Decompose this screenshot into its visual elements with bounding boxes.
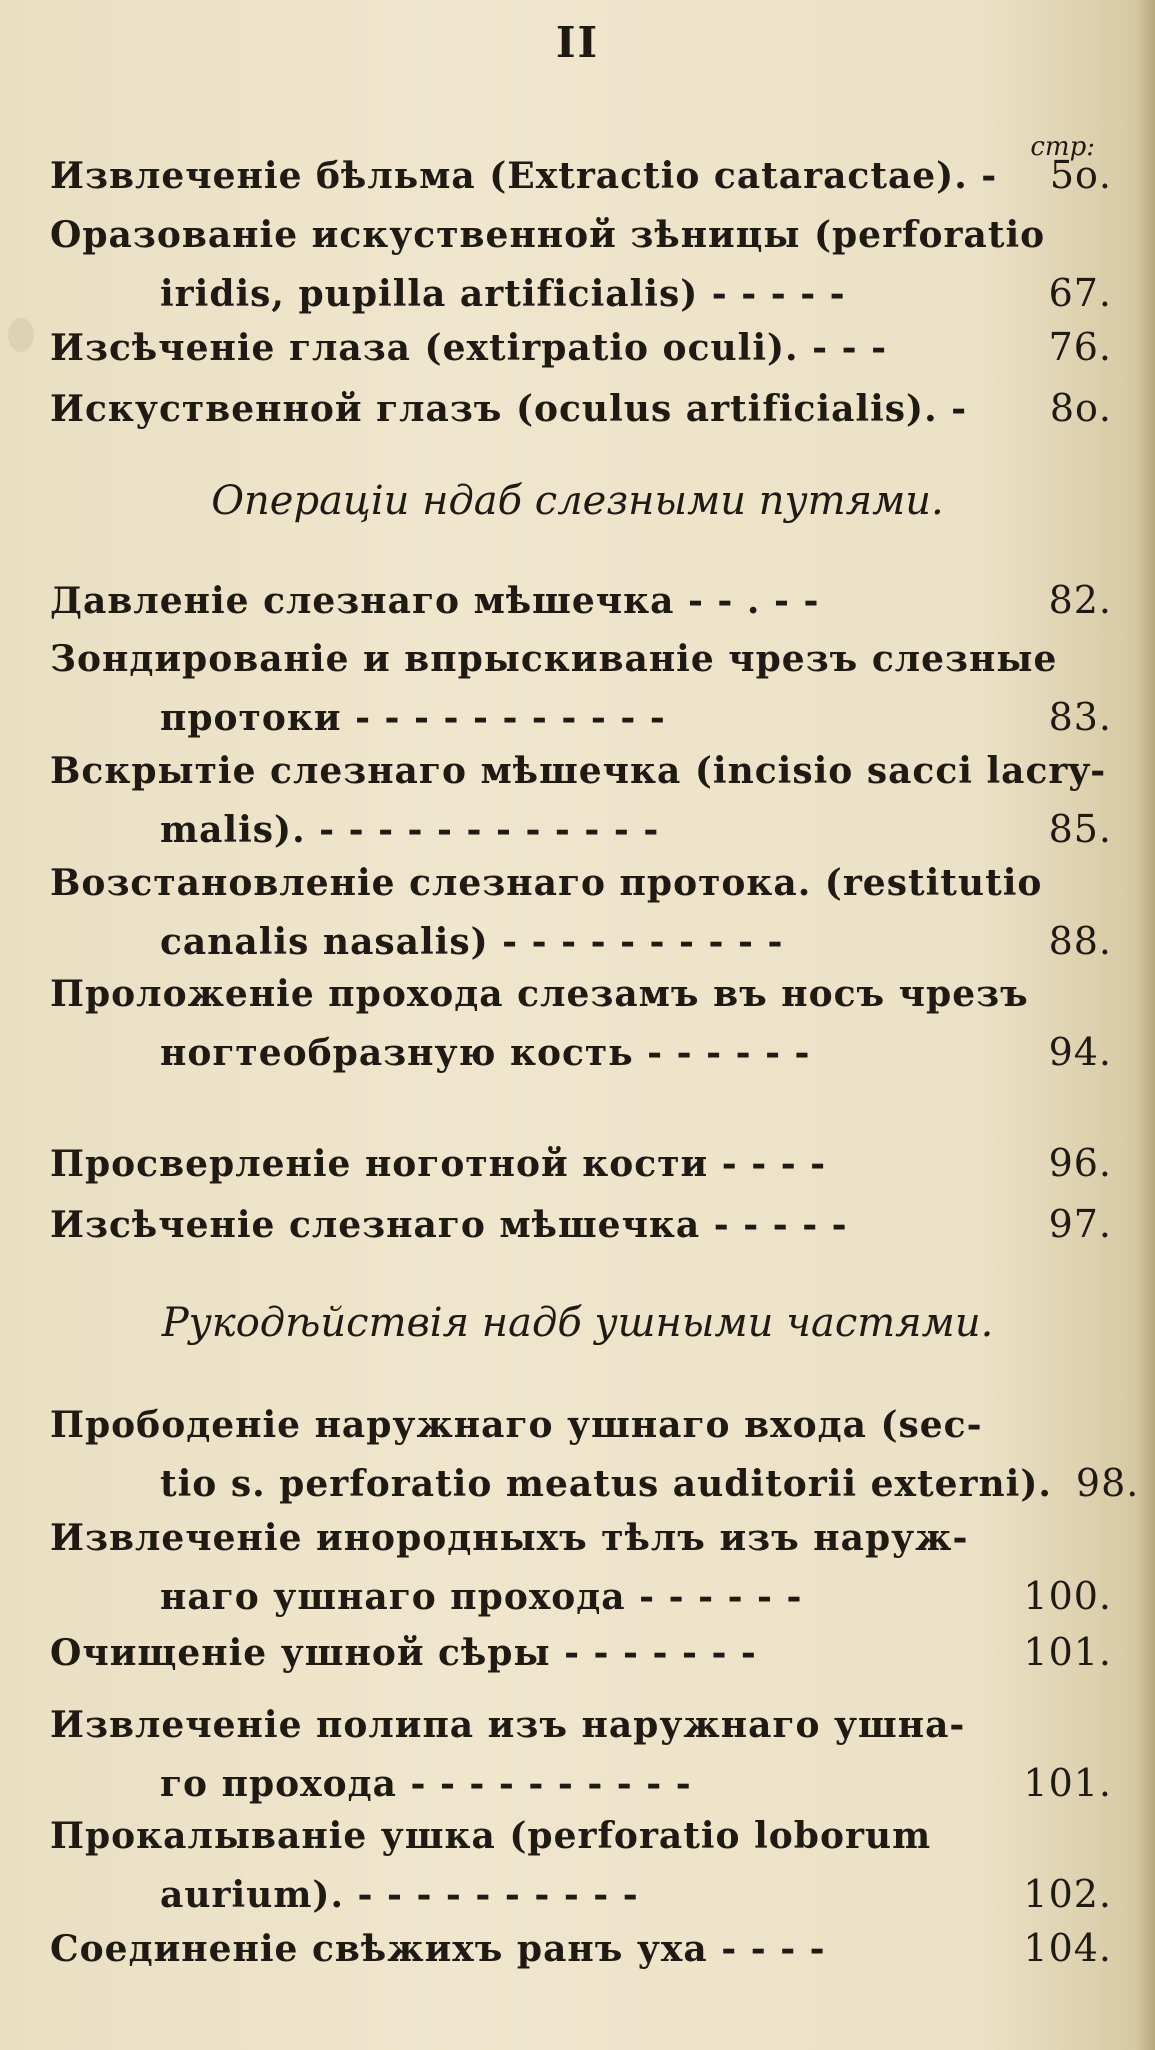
toc-entry-text: Прободеніе наружнаго ушнаго входа (sec-	[50, 1404, 983, 1446]
toc-entry-line	[50, 150, 1112, 208]
toc-page-number: 101.	[1023, 1630, 1112, 1674]
toc-entry	[50, 1700, 1112, 1816]
toc-entry-line	[50, 1027, 1112, 1085]
toc-entry-text: aurium). - - - - - - - - - -	[160, 1874, 639, 1916]
toc-entry	[50, 858, 1112, 974]
toc-entry	[50, 1199, 1112, 1257]
toc-entry-line	[50, 1400, 1112, 1458]
toc-entry-line	[50, 1923, 1112, 1981]
toc-entry-line	[50, 692, 1112, 750]
toc-entry-text: Извлеченіе инородныхъ тѣлъ изъ наруж-	[50, 1517, 969, 1559]
toc-entry	[50, 575, 1112, 633]
toc-entry-text: Извлеченіе полипа изъ наружнаго ушна-	[50, 1704, 966, 1746]
page-edge-shadow	[1133, 0, 1155, 2050]
toc-page-number: 104.	[1023, 1926, 1112, 1970]
toc-entry-text: Зондированіе и впрыскиваніе чрезъ слезные	[50, 638, 1058, 680]
toc-entry-line	[50, 1811, 1112, 1869]
toc-page-number: 102.	[1023, 1872, 1112, 1916]
toc-entry-text: canalis nasalis) - - - - - - - - - -	[160, 921, 784, 963]
toc-page-number: 67.	[1048, 271, 1112, 315]
toc-entry-text: Извлеченіе бѣльма (Extractio cataractae). -	[50, 155, 998, 197]
page-column-label: стр:	[1030, 132, 1095, 162]
toc-entry-text: Давленіе слезнаго мѣшечка - - . - -	[50, 580, 820, 622]
toc-page-number: 101.	[1023, 1761, 1112, 1805]
toc-entry-text: malis). - - - - - - - - - - - -	[160, 809, 660, 851]
ink-stain	[8, 318, 34, 352]
toc-entry-text: iridis, pupilla artificialis) - - - - -	[160, 273, 846, 315]
toc-entry	[50, 1513, 1112, 1629]
toc-entry	[50, 1400, 1140, 1516]
toc-entry-line	[50, 1199, 1112, 1257]
toc-entry-line	[50, 1513, 1112, 1571]
toc-page-number: 100.	[1023, 1574, 1112, 1618]
toc-entry	[50, 746, 1112, 862]
toc-entry-line	[50, 858, 1112, 916]
toc-entry	[50, 969, 1112, 1085]
toc-entry-text: наго ушнаго прохода - - - - - -	[160, 1576, 803, 1618]
section-heading: Рукодѣйствія надб ушными частями.	[161, 1300, 994, 1346]
toc-entry-text: Оразованіе искуственной зѣницы (perforatio	[50, 214, 1046, 256]
toc-entry-line	[50, 575, 1112, 633]
toc-page-number: 82.	[1048, 578, 1112, 622]
toc-entry-text: Изсѣченіе глаза (extirpatio oculi). - - -	[50, 327, 888, 369]
toc-entry-text: Соединеніе свѣжихъ ранъ уха - - - -	[50, 1928, 826, 1970]
toc-entry-text: протоки - - - - - - - - - - -	[160, 697, 666, 739]
toc-page-number: 76.	[1048, 325, 1112, 369]
toc-page-number: 8о.	[1049, 386, 1112, 430]
page-number: II	[555, 18, 600, 67]
toc-page-number: 83.	[1048, 695, 1112, 739]
toc-page-number: 85.	[1048, 807, 1112, 851]
toc-entry-text: ногтеобразную кость - - - - - -	[160, 1032, 811, 1074]
toc-entry-line	[50, 916, 1112, 974]
toc-entry-text: tio s. perforatio meatus auditorii externi).	[160, 1463, 1052, 1505]
toc-entry	[50, 210, 1112, 326]
toc-entry-line	[50, 210, 1112, 268]
toc-entry-line	[50, 1627, 1112, 1685]
toc-entry-line	[50, 1758, 1112, 1816]
toc-page-number: 98.	[1075, 1461, 1140, 1505]
toc-page-number: 96.	[1048, 1141, 1112, 1185]
toc-entry	[50, 150, 1112, 208]
toc-entry-text: Проложеніе прохода слезамъ въ носъ чрезъ	[50, 973, 1029, 1015]
toc-entry	[50, 1923, 1112, 1981]
toc-entry	[50, 383, 1112, 441]
toc-entry	[50, 634, 1112, 750]
toc-entry	[50, 1138, 1112, 1196]
toc-entry-line	[50, 1138, 1112, 1196]
toc-entry-text: Изсѣченіе слезнаго мѣшечка - - - - -	[50, 1204, 848, 1246]
toc-entry-line	[50, 1458, 1140, 1516]
toc-entry-text: Возстановленіе слезнаго протока. (restitutio	[50, 862, 1043, 904]
toc-entry-text: Искуственной глазъ (oculus artificialis). -	[50, 388, 968, 430]
toc-entry-line	[50, 268, 1112, 326]
toc-entry-line	[50, 746, 1112, 804]
toc-entry-line	[50, 1869, 1112, 1927]
toc-entry-line	[50, 969, 1112, 1027]
toc-entry	[50, 1811, 1112, 1927]
toc-entry-line	[50, 1571, 1112, 1629]
toc-page-number: 97.	[1048, 1202, 1112, 1246]
toc-entry	[50, 322, 1112, 380]
toc-entry-text: Прокалываніе ушка (perforatio loborum	[50, 1815, 932, 1857]
toc-entry-line	[50, 804, 1112, 862]
toc-entry-line	[50, 634, 1112, 692]
toc-entry	[50, 1627, 1112, 1685]
toc-entry-line	[50, 1700, 1112, 1758]
toc-entry-text: Вскрытіе слезнаго мѣшечка (incisio sacci lacry-	[50, 750, 1107, 792]
toc-page-number: 5о.	[1049, 153, 1112, 197]
toc-page-number: 94.	[1048, 1030, 1112, 1074]
section-heading: Операціи ндаб слезными путями.	[211, 478, 944, 524]
toc-page-number: 88.	[1048, 919, 1112, 963]
toc-entry-text: Очищеніе ушной сѣры - - - - - - -	[50, 1632, 757, 1674]
toc-entry-text: го прохода - - - - - - - - - -	[160, 1763, 692, 1805]
toc-entry-text: Просверленіе ноготной кости - - - -	[50, 1143, 827, 1185]
toc-entry-line	[50, 322, 1112, 380]
toc-entry-line	[50, 383, 1112, 441]
